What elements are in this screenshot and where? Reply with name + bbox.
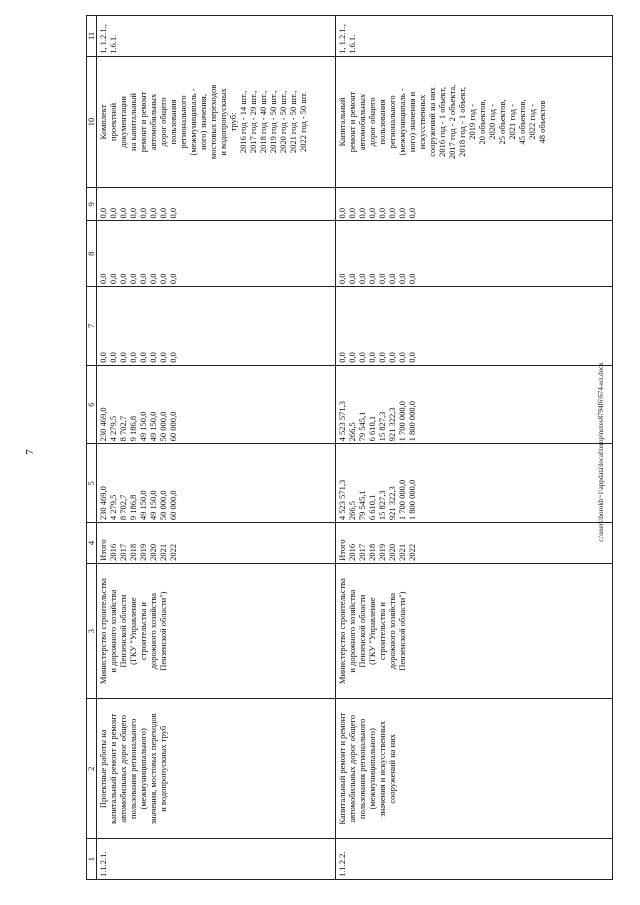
- cell-line: (межмуниципаль -: [397, 88, 407, 156]
- cell-line: искусственных: [417, 94, 427, 150]
- cell-line: 0,0: [148, 352, 158, 363]
- cell-line: 0,0: [387, 273, 397, 285]
- cell-line: сооружений на них: [427, 87, 437, 157]
- cell-line: 2019: [377, 543, 387, 561]
- cell-line: 0,0: [138, 207, 148, 219]
- cell-line: ремонт и ремонт: [347, 91, 357, 153]
- cell-line: ного) значения,: [198, 94, 208, 150]
- page-number: 7: [24, 449, 36, 455]
- cell-line: 0,0: [377, 352, 387, 363]
- cell-line: 0,0: [387, 207, 397, 219]
- cell-line: Пензенской области"): [158, 591, 168, 671]
- cell-line: 0,0: [397, 207, 407, 219]
- cell-line: 0,0: [367, 352, 377, 363]
- cell-line: 2021 год - 50 шт.,: [288, 90, 298, 154]
- header-cell: 5: [87, 444, 97, 523]
- cell-line: 0,0: [357, 207, 367, 219]
- cell-line: 921 322,3: [387, 407, 397, 442]
- cell-line: 2017: [357, 543, 367, 561]
- reference-cell: [336, 16, 613, 57]
- cell-line: 0,0: [98, 207, 108, 219]
- cell-line: 49 150,0: [138, 411, 148, 442]
- cell-line: 0,0: [98, 352, 108, 363]
- cell-line: 2021 год -: [507, 104, 517, 140]
- cell-line: Пензенской области"): [397, 591, 407, 671]
- header-cell: 1: [87, 839, 97, 880]
- cell-line: 0,0: [108, 352, 118, 363]
- cell-line: 79 545,1: [357, 411, 367, 442]
- cell-line: 2022 год -: [527, 104, 537, 140]
- cell-line: 0,0: [337, 273, 347, 285]
- cell-line: 49 150,0: [148, 490, 158, 521]
- cell-line: регионального: [178, 95, 188, 149]
- total-funding-cell: [97, 444, 336, 523]
- reference-cell: [97, 16, 336, 57]
- cell-line: капитальный ремонт и ремонт: [108, 713, 118, 824]
- cell-line: (межмуниципального): [367, 728, 377, 810]
- cell-line: Итого: [98, 539, 108, 561]
- cell-line: 9 186,8: [128, 415, 138, 442]
- cell-line: 2019 год - 50 шт.,: [268, 90, 278, 154]
- header-cell: 3: [87, 563, 97, 699]
- cell-line: 1 700 000,0: [397, 401, 407, 442]
- cell-line: труб:: [228, 112, 238, 132]
- cell-line: пользования: [168, 99, 178, 145]
- cell-line: 2016: [108, 543, 118, 561]
- cell-line: пользования регионального: [357, 718, 367, 819]
- years-cell: [336, 523, 613, 564]
- cell-line: 2020: [387, 543, 397, 561]
- cell-line: (межмуниципаль -: [188, 88, 198, 156]
- cell-line: Министерство строительства: [98, 578, 108, 685]
- cell-line: 2020 год - 50 шт.,: [278, 90, 288, 154]
- cell-line: 0,0: [118, 352, 128, 363]
- header-cell: 8: [87, 221, 97, 287]
- cell-line: Министерство строительства: [337, 578, 347, 685]
- cell-line: 0,0: [118, 207, 128, 219]
- cell-line: 0,0: [138, 352, 148, 363]
- cell-line: и водопропускных труб: [158, 725, 168, 812]
- cell-line: 266,5: [347, 500, 357, 521]
- table-row: [97, 16, 336, 880]
- cell-line: 6 610,1: [367, 494, 377, 521]
- cell-line: 4 523 571,3: [337, 479, 347, 521]
- cell-line: 4 279,5: [108, 494, 118, 521]
- cell-line: 2018: [128, 543, 138, 561]
- program-table: [86, 15, 613, 880]
- cell-line: 1.6.1.: [347, 34, 357, 54]
- cell-line: 0,0: [397, 273, 407, 285]
- cell-line: 2017 год - 2 объекта,: [447, 84, 457, 160]
- cell-line: 0,0: [168, 352, 178, 363]
- cell-line: 2022: [407, 543, 417, 561]
- cell-line: 0,0: [158, 207, 168, 219]
- cell-line: Пензенской области: [118, 594, 128, 668]
- cell-line: 0,0: [98, 273, 108, 285]
- cell-line: 0,0: [158, 352, 168, 363]
- cell-line: 50 000,0: [158, 490, 168, 521]
- federal-budget-cell: [97, 287, 336, 366]
- cell-line: 2019: [138, 543, 148, 561]
- cell-line: Проектные работы на: [98, 729, 108, 809]
- header-cell: 6: [87, 365, 97, 444]
- footer-file-path: c:\users\borokh~1\appdata\local\temp\notes8794f6\674-ил.docx: [597, 362, 605, 542]
- cell-line: 2018 год - 1 объект,: [457, 86, 467, 157]
- cell-line: 49 150,0: [138, 490, 148, 521]
- cell-line: 1 800 000,0: [407, 401, 417, 442]
- cell-line: (ГКУ "Управление: [367, 597, 377, 665]
- cell-line: сооружений на них: [387, 733, 397, 804]
- cell-line: 2016: [347, 543, 357, 561]
- cell-line: 0,0: [407, 273, 417, 285]
- cell-line: 2017 год - 29 шт.,: [248, 90, 258, 154]
- cell-line: 0,0: [128, 273, 138, 285]
- cell-line: мостовых переходов: [208, 84, 218, 160]
- cell-line: автомобильных: [148, 93, 158, 151]
- cell-line: 1.6.1.: [108, 34, 118, 54]
- cell-line: дорог общего: [367, 97, 377, 147]
- cell-line: 1, 1.2.1.,: [98, 24, 108, 54]
- cell-line: и водопропускных: [218, 88, 228, 156]
- extra-budget-cell: [97, 188, 336, 222]
- cell-line: 0,0: [357, 273, 367, 285]
- cell-line: ного) значения и: [407, 91, 417, 153]
- executor-cell: [336, 563, 613, 699]
- cell-line: 20 объектов,: [477, 99, 487, 145]
- cell-line: 921 322,3: [387, 486, 397, 521]
- cell-line: значения и искусственных: [377, 720, 387, 817]
- cell-line: 25 объектов,: [497, 99, 507, 145]
- row-number-cell: 1.1.2.1.: [97, 839, 336, 880]
- cell-line: 2021: [158, 543, 168, 561]
- cell-line: 60 000,0: [168, 490, 178, 521]
- cell-line: 0,0: [168, 207, 178, 219]
- cell-line: 0,0: [367, 207, 377, 219]
- header-cell: 11: [87, 16, 97, 57]
- cell-line: и дорожного хозяйства: [108, 589, 118, 673]
- cell-line: 2016 год - 14 шт.,: [238, 90, 248, 154]
- cell-line: 2019 год -: [467, 104, 477, 140]
- cell-line: 2017: [118, 543, 128, 561]
- cell-line: 0,0: [407, 352, 417, 363]
- cell-line: 0,0: [397, 352, 407, 363]
- cell-line: 4 523 571,3: [337, 401, 347, 442]
- years-cell: [97, 523, 336, 564]
- header-row: [87, 16, 97, 880]
- cell-line: дорожного хозяйства: [387, 592, 397, 670]
- executor-cell: [97, 563, 336, 699]
- header-cell: 7: [87, 287, 97, 366]
- cell-line: пользования: [377, 99, 387, 145]
- cell-line: Капитальный ремонт и ремонт: [337, 712, 347, 825]
- header-cell: 10: [87, 56, 97, 187]
- cell-line: 0,0: [387, 352, 397, 363]
- cell-line: 0,0: [118, 273, 128, 285]
- cell-line: 1 800 000,0: [407, 479, 417, 521]
- total-funding-cell: [336, 444, 613, 523]
- cell-line: 0,0: [148, 273, 158, 285]
- cell-line: 0,0: [128, 352, 138, 363]
- cell-line: 50 000,0: [158, 411, 168, 442]
- cell-line: 1, 1.2.1.,: [337, 24, 347, 54]
- cell-line: автомобильных: [357, 93, 367, 151]
- row-number-cell: 1.1.2.2.: [336, 839, 613, 880]
- cell-line: 8 702,7: [118, 494, 128, 521]
- regional-budget-cell: [336, 365, 613, 444]
- cell-line: регионального: [387, 95, 397, 149]
- cell-line: 9 186,8: [128, 494, 138, 521]
- cell-line: автомобильных дорог общего: [347, 714, 357, 823]
- cell-line: 2022: [168, 543, 178, 561]
- cell-line: дорог общего: [158, 97, 168, 147]
- cell-line: 0,0: [377, 273, 387, 285]
- cell-line: 2020 год -: [487, 104, 497, 140]
- cell-line: 0,0: [158, 273, 168, 285]
- cell-line: 2022 год - 50 шт.: [298, 91, 308, 153]
- cell-line: 0,0: [347, 352, 357, 363]
- cell-line: строительства и: [377, 602, 387, 661]
- activity-name-cell: [97, 699, 336, 839]
- cell-line: Комплект: [98, 104, 108, 140]
- indicator-cell: [97, 56, 336, 187]
- indicator-cell: [336, 56, 613, 187]
- cell-line: 0,0: [108, 207, 118, 219]
- extra-budget-cell: [336, 188, 613, 222]
- cell-line: 0,0: [168, 273, 178, 285]
- cell-line: 0,0: [407, 207, 417, 219]
- header-cell: 9: [87, 188, 97, 222]
- cell-line: 60 000,0: [168, 411, 178, 442]
- cell-line: (межмуниципального): [138, 728, 148, 810]
- cell-line: проектной: [108, 102, 118, 141]
- cell-line: значения, мостовых переходов: [148, 713, 158, 825]
- cell-line: 8 702,7: [118, 415, 128, 442]
- cell-line: ремонт и ремонт: [138, 91, 148, 153]
- federal-budget-cell: [336, 287, 613, 366]
- cell-line: Итого: [337, 539, 347, 561]
- cell-line: 15 827,3: [377, 411, 387, 442]
- cell-line: документации: [118, 96, 128, 148]
- cell-line: 0,0: [138, 273, 148, 285]
- cell-line: 2018: [367, 543, 377, 561]
- cell-line: Капитальный: [337, 97, 347, 147]
- cell-line: 230 469,0: [98, 486, 108, 521]
- cell-line: дорожного хозяйства: [148, 592, 158, 670]
- cell-line: 2021: [397, 543, 407, 561]
- cell-line: пользования регионального: [128, 718, 138, 819]
- cell-line: 0,0: [367, 273, 377, 285]
- local-budget-cell: [336, 221, 613, 287]
- activity-name-cell: [336, 699, 613, 839]
- cell-line: 266,5: [347, 422, 357, 442]
- cell-line: 0,0: [337, 352, 347, 363]
- cell-line: 49 150,0: [148, 411, 158, 442]
- regional-budget-cell: [97, 365, 336, 444]
- cell-line: 2016 год - 1 объект,: [437, 86, 447, 157]
- cell-line: (ГКУ "Управление: [128, 597, 138, 665]
- cell-line: 230 469,0: [98, 407, 108, 442]
- cell-line: 0,0: [148, 207, 158, 219]
- cell-line: 0,0: [377, 207, 387, 219]
- cell-line: 6 610,1: [367, 415, 377, 442]
- cell-line: 79 545,1: [357, 490, 367, 521]
- cell-line: 4 279,5: [108, 415, 118, 442]
- cell-line: 0,0: [347, 207, 357, 219]
- cell-line: 0,0: [357, 352, 367, 363]
- cell-line: 2018 год - 40 шт.,: [258, 90, 268, 154]
- header-cell: 4: [87, 523, 97, 564]
- cell-line: 1 700 000,0: [397, 479, 407, 521]
- cell-line: 0,0: [337, 207, 347, 219]
- local-budget-cell: [97, 221, 336, 287]
- cell-line: строительства и: [138, 602, 148, 661]
- cell-line: 48 объектов: [537, 100, 547, 144]
- cell-line: 15 827,3: [377, 490, 387, 521]
- cell-line: 2020: [148, 543, 158, 561]
- header-cell: 2: [87, 699, 97, 839]
- cell-line: 45 объектов,: [517, 99, 527, 145]
- cell-line: 0,0: [347, 273, 357, 285]
- cell-line: 0,0: [128, 207, 138, 219]
- cell-line: и дорожного хозяйства: [347, 589, 357, 673]
- cell-line: Пензенской области: [357, 594, 367, 668]
- cell-line: 0,0: [108, 273, 118, 285]
- program-table-rotated: [86, 15, 616, 880]
- cell-line: автомобильных дорог общего: [118, 714, 128, 823]
- table-row: [336, 16, 613, 880]
- cell-line: на капитальный: [128, 93, 138, 151]
